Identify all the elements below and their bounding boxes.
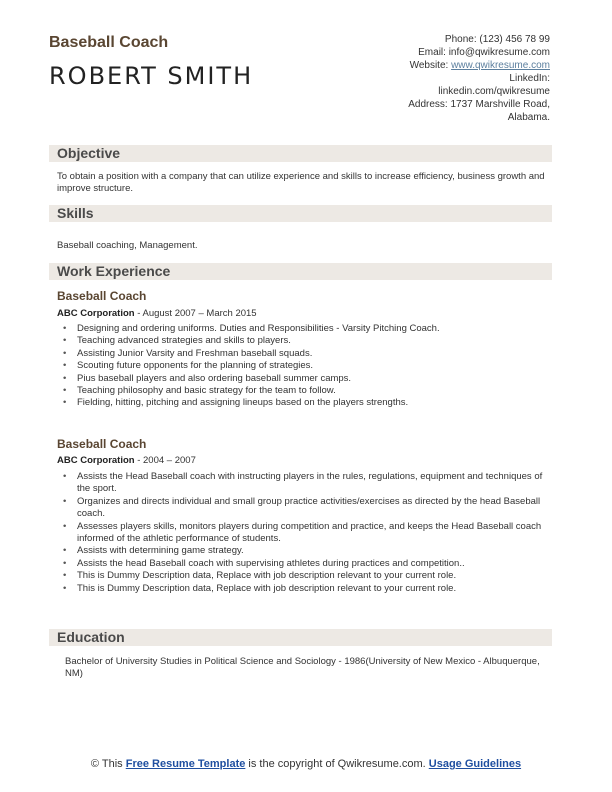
address-line-2: Alabama. xyxy=(507,112,550,123)
job-1-dates: - August 2007 – March 2015 xyxy=(134,308,257,319)
copyright-footer xyxy=(60,758,552,771)
work-experience-heading: Work Experience xyxy=(57,263,171,279)
objective-text: To obtain a position with a company that can utilize experience and skills to increase efficiency, business growth and improve structure. xyxy=(57,171,545,194)
skills-text: Baseball coaching, Management. xyxy=(57,240,198,251)
job-1-company: ABC Corporation xyxy=(57,308,135,319)
list-item: • Assists the Head Baseball coach with instructing players in the rules, regulations, equipment and techniques of the sport. xyxy=(63,471,548,496)
list-item: • Scouting future opponents for the planning of strategies. xyxy=(63,360,548,372)
list-item: • Pius baseball players and also ordering baseball summer camps. xyxy=(63,373,548,385)
list-item: • This is Dummy Description data, Replace with job description relevant to your current role. xyxy=(63,570,548,582)
address-line-1: Address: 1737 Marshville Road, xyxy=(408,99,550,110)
education-section-header xyxy=(49,629,552,646)
job-2-dates: - 2004 – 2007 xyxy=(134,455,196,466)
candidate-name: ROBERT SMITH xyxy=(49,62,254,90)
list-item: • Assesses players skills, monitors players during competition and practice, and keeps the Head Baseball coach informed of the athletic performance of students. xyxy=(63,521,548,546)
list-item: • Organizes and directs individual and small group practice activities/exercises as directed by the head Baseball coach. xyxy=(63,496,548,521)
list-item: • Assists the head Baseball coach with supervising athletes during practices and competition.. xyxy=(63,558,548,570)
education-heading: Education xyxy=(57,629,125,645)
list-item: • This is Dummy Description data, Replace with job description relevant to your current role. xyxy=(63,583,548,595)
website-link[interactable]: www.qwikresume.com xyxy=(451,60,550,71)
work-experience-section-header xyxy=(49,263,552,280)
job-1-company-line xyxy=(57,308,257,319)
list-item: • Assisting Junior Varsity and Freshman baseball squads. xyxy=(63,348,548,360)
job-2-company: ABC Corporation xyxy=(57,455,135,466)
free-resume-template-link[interactable]: Free Resume Template xyxy=(125,758,246,770)
job-1-bullet-list xyxy=(63,323,548,410)
usage-guidelines-link[interactable]: Usage Guidelines xyxy=(428,758,522,770)
website-label: Website: xyxy=(409,60,449,71)
role-title: Baseball Coach xyxy=(49,34,169,51)
list-item: • Teaching philosophy and basic strategy for the team to follow. xyxy=(63,385,548,397)
list-item: • Assists with determining game strategy. xyxy=(63,545,548,557)
education-text: Bachelor of University Studies in Political Science and Sociology - 1986(University of New Mexico - Albuquerque, NM) xyxy=(65,656,540,679)
list-item: • Fielding, hitting, pitching and assigning lineups based on the players strengths. xyxy=(63,397,548,409)
job-2-company-line xyxy=(57,455,196,466)
contact-block xyxy=(320,33,550,124)
skills-section-header xyxy=(49,205,552,222)
job-1-title: Baseball Coach xyxy=(57,289,147,303)
linkedin-label: LinkedIn: xyxy=(509,73,550,84)
list-item: • Teaching advanced strategies and skills to players. xyxy=(63,335,548,347)
footer-middle: is the copyright of Qwikresume.com. xyxy=(245,758,429,770)
objective-section-header xyxy=(49,145,552,162)
list-item: • Designing and ordering uniforms. Duties and Responsibilities - Varsity Pitching Coach. xyxy=(63,323,548,335)
skills-heading: Skills xyxy=(57,205,94,221)
contact-email: Email: info@qwikresume.com xyxy=(418,47,550,58)
linkedin-url: linkedin.com/qwikresume xyxy=(438,86,550,97)
objective-heading: Objective xyxy=(57,145,121,161)
job-2-bullet-list xyxy=(63,471,548,595)
contact-website xyxy=(320,59,550,72)
contact-phone: Phone: (123) 456 78 99 xyxy=(444,34,550,45)
footer-prefix: © This xyxy=(90,758,126,770)
job-2-title: Baseball Coach xyxy=(57,437,147,451)
